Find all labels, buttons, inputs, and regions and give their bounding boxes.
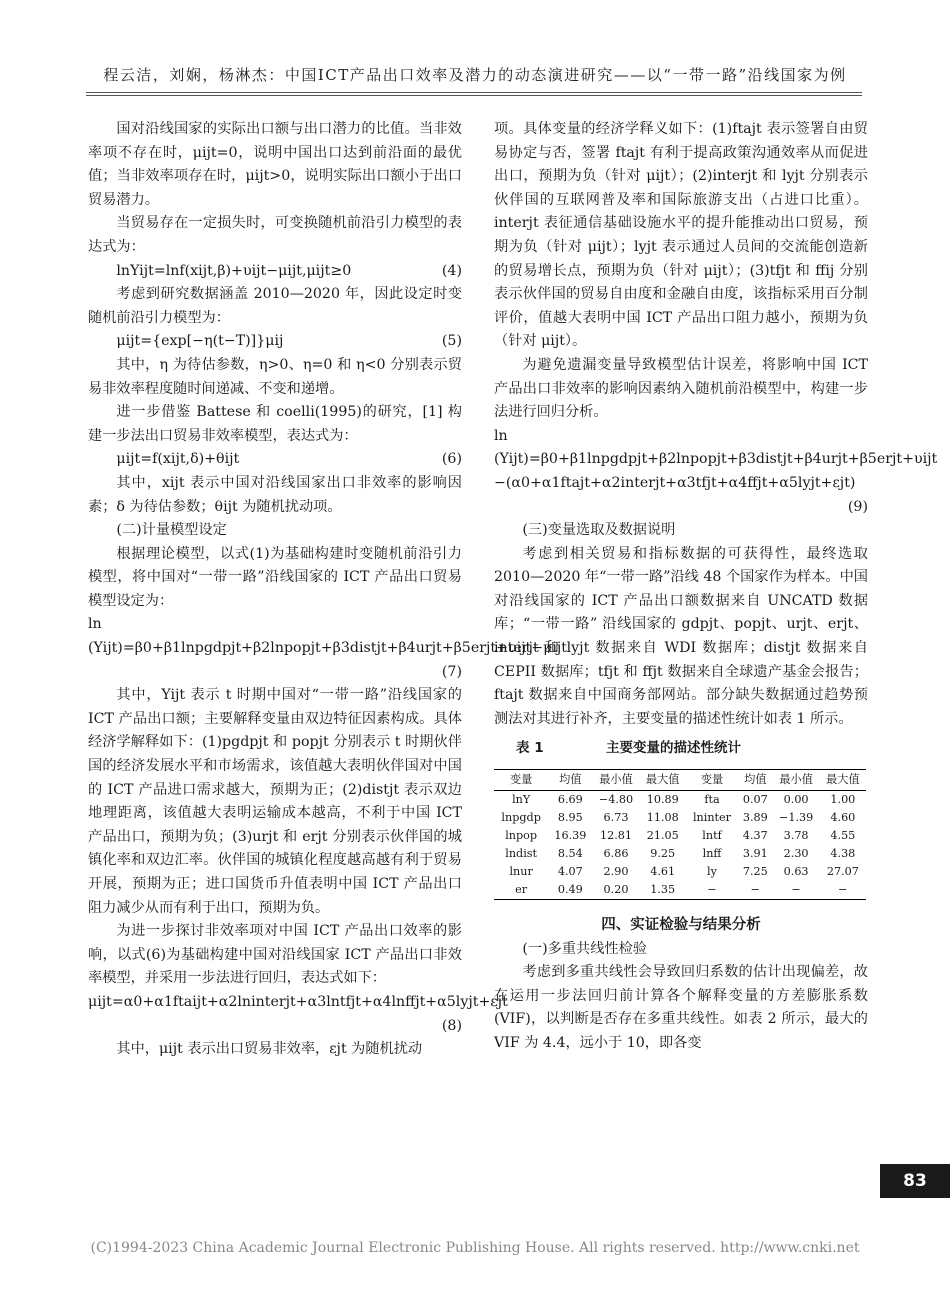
right-column-top: [494, 118, 938, 731]
column-header: 变量: [686, 770, 738, 791]
copyright-footer: (C)1994-2023 China Academic Journal Electronic Publishing House. All rights reserved. http://www.cnki.net: [90, 1240, 860, 1256]
table-cell: lnur: [509, 865, 533, 879]
table-cell: 4.38: [830, 847, 856, 861]
column-header: 最小值: [592, 770, 639, 791]
paragraph: 当贸易存在一定损失时，可变换随机前沿引力模型的表达式为：: [88, 215, 462, 255]
equation-formula: μijt=α0+α1ftaijt+α2lninterjt+α3lntfjt+α4lnffjt+α5lyjt+εjt: [88, 993, 508, 1010]
table-cell: −: [707, 883, 717, 897]
paragraph: 考虑到研究数据涵盖 2010—2020 年，因此设定时变随机前沿引力模型为：: [88, 286, 462, 326]
table-cell: 12.81: [599, 829, 633, 843]
running-header: 程云洁，刘娴，杨淋杰：中国ICT产品出口效率及潜力的动态演进研究——以“一带一路”沿线国家为例: [103, 66, 847, 84]
table-row: [494, 881, 866, 900]
paragraph: 考虑到相关贸易和指标数据的可获得性，最终选取 2010—2020 年“一带一路”沿线 48 个国家作为样本。中国对沿线国家的 ICT 产品出口额数据来自 UNCATD 数据库；“一带一路” 沿线国家的 gdpjt、popjt、urjt、erjt、interjt 和 lyjt 数据来自 WDI 数据库；distjt 数据来自 CEPII 数据库；tfjt 和 ffjt 数据来自全球遗产基金会报告；ftajt 数据来自中国商务部网站。部分缺失数据通过趋势预测法对其进行补齐，主要变量的描述性统计如表 1 所示。: [494, 545, 868, 727]
table-cell: 2.30: [783, 847, 809, 861]
equation-number: (6): [441, 451, 462, 468]
table-cell: 7.25: [742, 865, 768, 879]
table-cell: lnY: [512, 793, 531, 807]
table-cell: 6.69: [557, 793, 583, 807]
table-cell: 21.05: [646, 829, 679, 843]
equation: [88, 330, 462, 354]
table-cell: 27.07: [826, 865, 859, 879]
equation-formula: ln (Yijt)=β0+β1lnpgdpjt+β2lnpopjt+β3distjt+β4urjt+β5erjt+υijt−μijt: [88, 616, 568, 657]
column-header: 最大值: [640, 770, 686, 791]
equation: [88, 448, 462, 472]
table-cell: lndist: [505, 847, 538, 861]
table-cell: 1.35: [650, 883, 676, 897]
descriptive-stats-table: [494, 769, 866, 900]
table-cell: 0.63: [783, 865, 809, 879]
table-cell: lnpop: [505, 829, 538, 843]
header-rule-double: [86, 95, 862, 96]
table-cell: 2.90: [603, 865, 629, 879]
table-cell: lnpgdp: [501, 811, 541, 825]
table-body: [494, 791, 866, 900]
table-cell: 0.07: [742, 793, 768, 807]
header-rule: [86, 92, 862, 93]
table-cell: 0.49: [557, 883, 583, 897]
page-number: 83: [880, 1164, 950, 1198]
table-cell: 4.37: [742, 829, 768, 843]
table-cell: 16.39: [554, 829, 587, 843]
table-cell: er: [515, 883, 528, 897]
table-title: 主要变量的描述性统计: [606, 740, 741, 757]
table-cell: 6.73: [603, 811, 629, 825]
table-cell: 9.25: [650, 847, 676, 861]
paragraph: 其中，xijt 表示中国对沿线国家出口非效率的影响因素；δ 为待估参数；θijt 为随机扰动项。: [88, 474, 462, 515]
table-cell: 8.54: [557, 847, 583, 861]
table-cell: fta: [704, 793, 720, 807]
equation-number: (4): [441, 262, 462, 279]
table-cell: −4.80: [598, 793, 634, 807]
table-cell: lninter: [692, 811, 732, 825]
table-cell: 3.91: [742, 847, 768, 861]
equation-number: (9): [847, 498, 868, 515]
column-header: 最小值: [773, 770, 820, 791]
table-cell: 4.61: [650, 865, 676, 879]
equation-formula: μijt={exp[−η(t−T)]}μij: [116, 333, 284, 350]
paragraph: 其中，η 为待估参数，η>0、η=0 和 η<0 分别表示贸易非效率程度随时间递减、不变和递增。: [88, 356, 462, 397]
column-header: 均值: [738, 770, 772, 791]
column-header: 最大值: [820, 770, 866, 791]
table-row: [494, 863, 866, 881]
subsection-heading: (二)计量模型设定: [116, 522, 227, 539]
table-row: [494, 827, 866, 845]
column-header: 变量: [494, 770, 548, 791]
right-column-bottom: [494, 914, 868, 1056]
equation-formula: lnYijt=lnf(xijt,β)+υijt−μijt,μijt≥0: [116, 262, 352, 279]
table-cell: 0.00: [783, 793, 809, 807]
table-header-row: [494, 770, 866, 791]
table-cell: 3.89: [742, 811, 768, 825]
table-row: [494, 809, 866, 827]
table-cell: 1.00: [830, 793, 856, 807]
table-cell: lntf: [702, 829, 722, 843]
equation-formula: ln (Yijt)=β0+β1lnpgdpjt+β2lnpopjt+β3distjt+β4urjt+β5erjt+υijt −(α0+α1ftajt+α2interjt+α3tfjt+α4ffjt+α5lyjt+εjt): [494, 427, 938, 491]
table-cell: 4.55: [830, 829, 856, 843]
table-cell: −1.39: [778, 811, 814, 825]
paragraph: 考虑到多重共线性会导致回归系数的估计出现偏差，故在运用一步法回归前计算各个解释变量的方差膨胀系数(VIF)，以判断是否存在多重共线性。如表 2 所示，最大的 VIF 为 4.4，远小于 10，即各变: [494, 964, 868, 1051]
column-header: 均值: [548, 770, 592, 791]
section-heading: 四、实证检验与结果分析: [601, 917, 761, 934]
paragraph: 国对沿线国家的实际出口额与出口潜力的比值。当非效率项不存在时，μijt=0，说明中国出口达到前沿面的最优值；当非效率项存在时，μijt>0，说明实际出口额小于出口贸易潜力。: [88, 121, 462, 208]
table-cell: 4.07: [557, 865, 583, 879]
table-cell: 0.20: [603, 883, 629, 897]
table-cell: 8.95: [557, 811, 583, 825]
paragraph: 进一步借鉴 Battese 和 coelli(1995)的研究，[1] 构建一步法出口贸易非效率模型，表达式为：: [88, 404, 462, 444]
table-row: [494, 845, 866, 863]
paragraph: 为避免遗漏变量导致模型估计误差，将影响中国 ICT 产品出口非效率的影响因素纳入随机前沿模型中，构建一步法进行回归分析。: [494, 356, 868, 421]
table-cell: −: [838, 883, 848, 897]
table-caption: [494, 737, 868, 761]
paragraph: 为进一步探讨非效率项对中国 ICT 产品出口效率的影响，以式(6)为基础构建中国对沿线国家 ICT 产品出口非效率模型，并采用一步法进行回归，表达式如下：: [88, 923, 462, 987]
paragraph: 项。具体变量的经济学释义如下：(1)ftajt 表示签署自由贸易协定与否，签署 ftajt 有利于提高政策沟通效率从而促进出口，预期为负（针对 μijt）；(2)interjt 和 lyjt 分别表示伙伴国的互联网普及率和国际旅游支出（占进口比重）。interjt 表征通信基础设施水平的提升能推动出口贸易，预期为负（针对 μijt）；lyjt 表示通过人员间的交流能创造新的贸易增长点，预期为负（针对 μijt）；(3)tfjt 和 ffij 分别表示伙伴国的贸易自由度和金融自由度，该指标采用百分制评价，值越大表明中国 ICT 产品出口阻力越小，预期为负（针对 μijt）。: [494, 121, 868, 350]
table-cell: 11.08: [646, 811, 679, 825]
table-row: [494, 791, 866, 810]
table-cell: −: [791, 883, 801, 897]
table-cell: −: [750, 883, 761, 897]
table-cell: ly: [707, 865, 717, 879]
table-cell: 3.78: [783, 829, 809, 843]
table-cell: 6.86: [603, 847, 629, 861]
subsection-heading: (三)变量选取及数据说明: [522, 522, 676, 539]
equation-number: (7): [441, 663, 462, 680]
table-cell: lnff: [702, 847, 722, 861]
subsection-heading: (一)多重共线性检验: [522, 940, 647, 957]
table-cell: 4.60: [830, 811, 856, 825]
paragraph: 根据理论模型，以式(1)为基础构建时变随机前沿引力模型，将中国对“一带一路”沿线国家的 ICT 产品出口贸易模型设定为：: [88, 545, 462, 609]
equation-number: (5): [441, 333, 462, 350]
right-column: [494, 118, 938, 1056]
table-label: 表 1: [516, 740, 544, 757]
paragraph: 其中，μijt 表示出口贸易非效率，εjt 为随机扰动: [116, 1041, 423, 1058]
equation-number: (8): [441, 1017, 462, 1034]
equation: [88, 260, 462, 284]
table-cell: 10.89: [646, 793, 679, 807]
paragraph: 其中，Yijt 表示 t 时期中国对“一带一路”沿线国家的 ICT 产品出口额；主要解释变量由双边特征因素构成。具体经济学解释如下：(1)pgdpjt 和 popjt 分别表示 t 时期伙伴国的经济发展水平和市场需求，该值越大表明伙伴国对中国的 ICT 产品进口需求越大，预期为正；(2)distjt 表示双边地理距离，该值越大表明运输成本越高，不利于中国 ICT 产品出口，预期为负；(3)urjt 和 erjt 分别表示伙伴国的城镇化率和双边汇率。伙伴国的城镇化程度越高越有利于贸易开展，预期为正；进口国货币升值表明中国 ICT 产品出口阻力减少从而有利于出口，预期为负。: [88, 687, 462, 916]
equation-formula: μijt=f(xijt,δ)+θijt: [116, 451, 240, 468]
